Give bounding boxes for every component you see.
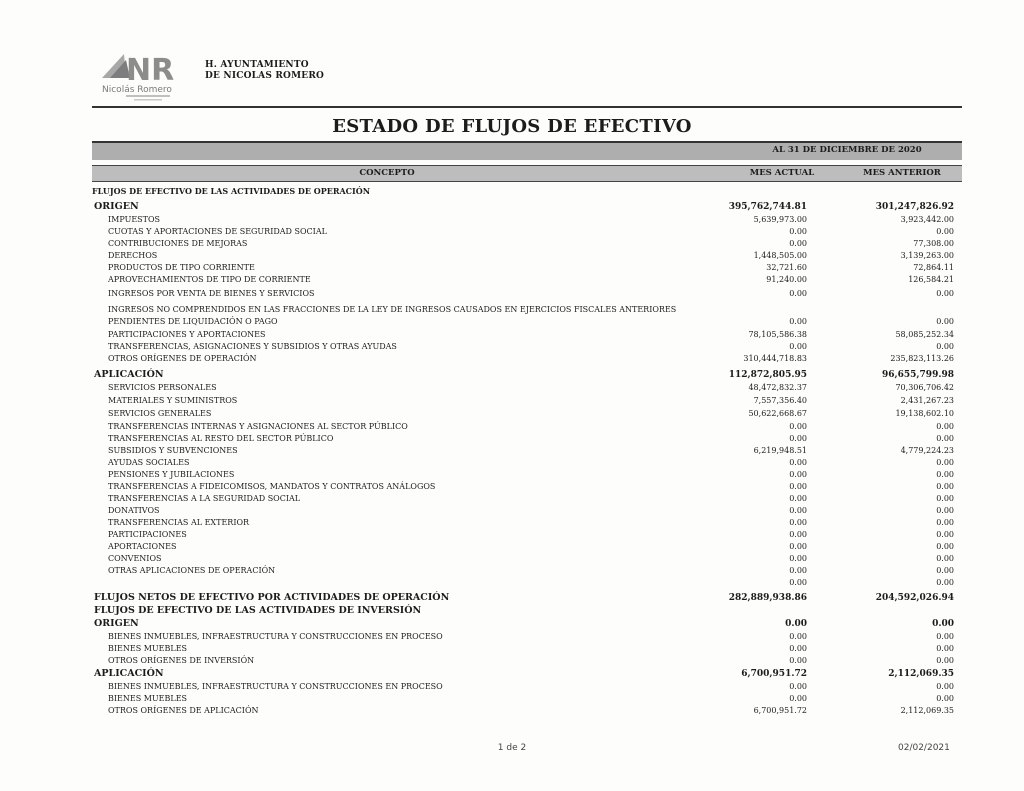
- row-mes-actual: 0.00: [789, 470, 807, 479]
- table-row: [92, 553, 962, 565]
- row-mes-actual: 0.00: [789, 506, 807, 515]
- row-label: OTROS ORÍGENES DE APLICACIÓN: [108, 706, 259, 715]
- row-mes-anterior: 204,592,026.94: [875, 593, 954, 603]
- row-label: BIENES INMUEBLES, INFRAESTRUCTURA Y CONSTRUCCIONES EN PROCESO: [108, 682, 443, 691]
- row-mes-actual: 0.00: [789, 422, 807, 431]
- row-mes-anterior: 0.00: [936, 644, 954, 653]
- header-rule: [92, 106, 962, 108]
- row-label: PENDIENTES DE LIQUIDACIÓN O PAGO: [108, 317, 278, 326]
- row-mes-anterior: 235,823,113.26: [890, 354, 954, 363]
- row-label: OTROS ORÍGENES DE OPERACIÓN: [108, 354, 257, 363]
- table-row: [92, 445, 962, 457]
- table-row: [92, 605, 962, 617]
- row-label: INGRESOS NO COMPRENDIDOS EN LAS FRACCIONES DE LA LEY DE INGRESOS CAUSADOS EN EJERCICIOS FISCALES ANTERIORES: [108, 305, 677, 314]
- row-label: BIENES MUEBLES: [108, 644, 188, 653]
- row-mes-actual: 395,762,744.81: [728, 202, 807, 212]
- row-mes-anterior: 0.00: [936, 470, 954, 479]
- table-row: [92, 693, 962, 705]
- row-mes-anterior: 3,923,442.00: [900, 215, 954, 224]
- row-label: PRODUCTOS DE TIPO CORRIENTE: [108, 263, 255, 272]
- row-label: SUBSIDIOS Y SUBVENCIONES: [108, 446, 238, 455]
- row-mes-actual: 0.00: [789, 482, 807, 491]
- row-mes-actual: 0.00: [789, 518, 807, 527]
- row-mes-actual: 0.00: [789, 644, 807, 653]
- row-label: APROVECHAMIENTOS DE TIPO DE CORRIENTE: [108, 275, 311, 284]
- table-row: [92, 655, 962, 667]
- row-mes-anterior: 0.00: [936, 682, 954, 691]
- row-mes-anterior: 0.00: [936, 434, 954, 443]
- row-mes-actual: 0.00: [789, 227, 807, 236]
- row-mes-anterior: 19,138,602.10: [895, 409, 954, 418]
- row-mes-anterior: 4,779,224.23: [900, 446, 954, 455]
- row-mes-anterior: 0.00: [936, 566, 954, 575]
- table-row: [92, 681, 962, 693]
- table-row: [92, 353, 962, 365]
- row-mes-anterior: 126,584.21: [908, 275, 954, 284]
- row-label: CONTRIBUCIONES DE MEJORAS: [108, 239, 248, 248]
- row-mes-anterior: 0.00: [936, 317, 954, 326]
- row-mes-anterior: 70,306,706.42: [895, 383, 954, 392]
- table-row: [92, 433, 962, 445]
- table-row: [92, 250, 962, 262]
- row-label: SERVICIOS PERSONALES: [108, 383, 217, 392]
- row-label: DERECHOS: [108, 251, 158, 260]
- row-mes-anterior: 0.00: [936, 578, 954, 587]
- row-mes-anterior: 0.00: [936, 342, 954, 351]
- row-mes-actual: 91,240.00: [766, 275, 807, 284]
- row-label: IMPUESTOS: [108, 215, 161, 224]
- table-row: [92, 214, 962, 226]
- row-mes-actual: 48,472,832.37: [748, 383, 807, 392]
- row-mes-anterior: 0.00: [936, 494, 954, 503]
- row-mes-actual: 0.00: [789, 694, 807, 703]
- col-mes-anterior: MES ANTERIOR: [863, 168, 941, 178]
- row-label: AYUDAS SOCIALES: [108, 458, 190, 467]
- table-row: [92, 304, 962, 316]
- table-row: [92, 238, 962, 250]
- table-row: [92, 577, 962, 589]
- table-row: [92, 592, 962, 604]
- row-mes-anterior: 2,112,069.35: [888, 669, 954, 679]
- row-label: TRANSFERENCIAS AL EXTERIOR: [108, 518, 250, 527]
- table-row: [92, 565, 962, 577]
- row-mes-actual: 0.00: [785, 619, 807, 629]
- table-row: [92, 262, 962, 274]
- table-row: [92, 631, 962, 643]
- row-label: INGRESOS POR VENTA DE BIENES Y SERVICIOS: [108, 289, 315, 298]
- row-mes-actual: 0.00: [789, 289, 807, 298]
- row-label: TRANSFERENCIAS, ASIGNACIONES Y SUBSIDIOS Y OTRAS AYUDAS: [108, 342, 397, 351]
- row-mes-actual: 6,700,951.72: [753, 706, 807, 715]
- row-label: MATERIALES Y SUMINISTROS: [108, 396, 238, 405]
- row-label: PENSIONES Y JUBILACIONES: [108, 470, 235, 479]
- table-row: [92, 382, 962, 394]
- row-mes-actual: 6,700,951.72: [741, 669, 807, 679]
- table-row: [92, 185, 962, 197]
- row-mes-actual: 0.00: [789, 458, 807, 467]
- row-mes-actual: 0.00: [789, 542, 807, 551]
- row-label: APLICACIÓN: [94, 668, 164, 679]
- table-row: [92, 517, 962, 529]
- row-label: CONVENIOS: [108, 554, 162, 563]
- row-mes-anterior: 0.00: [936, 656, 954, 665]
- row-label: DONATIVOS: [108, 506, 160, 515]
- table-row: [92, 226, 962, 238]
- row-label: FLUJOS DE EFECTIVO DE LAS ACTIVIDADES DE INVERSIÓN: [94, 605, 422, 616]
- row-mes-actual: 0.00: [789, 494, 807, 503]
- row-label: OTRAS APLICACIONES DE OPERACIÓN: [108, 566, 276, 575]
- row-label: APLICACIÓN: [94, 369, 164, 380]
- row-label: TRANSFERENCIAS A FIDEICOMISOS, MANDATOS Y CONTRATOS ANÁLOGOS: [108, 482, 436, 491]
- row-mes-anterior: 0.00: [936, 694, 954, 703]
- row-mes-actual: 6,219,948.51: [753, 446, 807, 455]
- row-label: CUOTAS Y APORTACIONES DE SEGURIDAD SOCIAL: [108, 227, 327, 236]
- org-line-1: H. AYUNTAMIENTO: [205, 60, 309, 70]
- row-mes-anterior: 2,112,069.35: [900, 706, 954, 715]
- row-mes-anterior: 0.00: [936, 554, 954, 563]
- row-mes-anterior: 96,655,799.98: [881, 370, 954, 380]
- row-mes-anterior: 0.00: [936, 422, 954, 431]
- table-row: [92, 529, 962, 541]
- row-label: TRANSFERENCIAS A LA SEGURIDAD SOCIAL: [108, 494, 301, 503]
- table-row: [92, 395, 962, 407]
- page-number: 1 de 2: [497, 743, 527, 753]
- table-row: [92, 457, 962, 469]
- row-label: FLUJOS DE EFECTIVO DE LAS ACTIVIDADES DE OPERACIÓN: [92, 186, 371, 196]
- table-row: [92, 618, 962, 630]
- row-mes-actual: 0.00: [789, 632, 807, 641]
- row-label: PARTICIPACIONES Y APORTACIONES: [108, 330, 266, 339]
- table-row: [92, 369, 962, 381]
- logo: [96, 46, 192, 102]
- table-row: [92, 341, 962, 353]
- row-mes-actual: 32,721.60: [766, 263, 807, 272]
- row-label: BIENES MUEBLES: [108, 694, 188, 703]
- row-mes-anterior: 0.00: [936, 482, 954, 491]
- table-row: [92, 329, 962, 341]
- row-label: ORIGEN: [94, 618, 139, 629]
- table-row: [92, 469, 962, 481]
- table-row: [92, 408, 962, 420]
- org-name: [205, 60, 324, 82]
- table-row: [92, 643, 962, 655]
- row-mes-actual: 0.00: [789, 554, 807, 563]
- row-mes-anterior: 2,431,267.23: [900, 396, 954, 405]
- row-mes-anterior: 0.00: [936, 458, 954, 467]
- row-mes-actual: 0.00: [789, 578, 807, 587]
- row-mes-actual: 112,872,805.95: [728, 370, 807, 380]
- period-header: [92, 141, 962, 160]
- row-mes-anterior: 0.00: [936, 542, 954, 551]
- row-mes-anterior: 301,247,826.92: [875, 202, 954, 212]
- row-mes-actual: 310,444,718.83: [743, 354, 807, 363]
- page-title: ESTADO DE FLUJOS DE EFECTIVO: [332, 116, 692, 137]
- logo-subtitle: Nicolás Romero: [102, 85, 172, 95]
- row-mes-actual: 0.00: [789, 656, 807, 665]
- period-label: AL 31 DE DICIEMBRE DE 2020: [772, 145, 922, 155]
- row-label: FLUJOS NETOS DE EFECTIVO POR ACTIVIDADES DE OPERACIÓN: [94, 592, 450, 603]
- row-label: TRANSFERENCIAS INTERNAS Y ASIGNACIONES AL SECTOR PÚBLICO: [108, 422, 408, 431]
- row-mes-anterior: 0.00: [936, 530, 954, 539]
- table-row: [92, 316, 962, 328]
- column-header: [92, 165, 962, 182]
- row-label: OTROS ORÍGENES DE INVERSIÓN: [108, 656, 255, 665]
- row-mes-anterior: 72,864.11: [913, 263, 954, 272]
- row-mes-actual: 0.00: [789, 566, 807, 575]
- table-row: [92, 668, 962, 680]
- row-mes-anterior: 0.00: [936, 227, 954, 236]
- row-mes-anterior: 0.00: [936, 632, 954, 641]
- row-mes-actual: 0.00: [789, 342, 807, 351]
- table-row: [92, 288, 962, 300]
- table-row: [92, 201, 962, 213]
- row-mes-actual: 0.00: [789, 434, 807, 443]
- row-mes-actual: 0.00: [789, 239, 807, 248]
- table-row: [92, 541, 962, 553]
- row-mes-anterior: 58,085,252.34: [895, 330, 954, 339]
- row-mes-actual: 0.00: [789, 682, 807, 691]
- row-label: SERVICIOS GENERALES: [108, 409, 212, 418]
- row-label: ORIGEN: [94, 201, 139, 212]
- table-row: [92, 481, 962, 493]
- row-mes-actual: 50,622,668.67: [748, 409, 807, 418]
- row-mes-actual: 0.00: [789, 317, 807, 326]
- table-row: [92, 274, 962, 286]
- row-mes-actual: 5,639,973.00: [753, 215, 807, 224]
- row-mes-actual: 7,557,356.40: [753, 396, 807, 405]
- row-mes-anterior: 0.00: [936, 518, 954, 527]
- row-mes-actual: 1,448,505.00: [753, 251, 807, 260]
- table-row: [92, 493, 962, 505]
- row-label: APORTACIONES: [108, 542, 177, 551]
- row-mes-actual: 78,105,586.38: [748, 330, 807, 339]
- table-row: [92, 421, 962, 433]
- row-mes-anterior: 0.00: [936, 506, 954, 515]
- table-row: [92, 705, 962, 717]
- row-mes-actual: 0.00: [789, 530, 807, 539]
- col-concepto: CONCEPTO: [359, 168, 415, 178]
- row-label: TRANSFERENCIAS AL RESTO DEL SECTOR PÚBLICO: [108, 434, 334, 443]
- table-row: [92, 505, 962, 517]
- col-mes-actual: MES ACTUAL: [749, 168, 815, 178]
- row-mes-actual: 282,889,938.86: [728, 593, 807, 603]
- print-date: 02/02/2021: [898, 743, 950, 753]
- row-mes-anterior: 3,139,263.00: [900, 251, 954, 260]
- org-line-2: DE NICOLAS ROMERO: [205, 71, 325, 81]
- row-label: BIENES INMUEBLES, INFRAESTRUCTURA Y CONSTRUCCIONES EN PROCESO: [108, 632, 443, 641]
- row-mes-anterior: 0.00: [936, 289, 954, 298]
- row-mes-anterior: 0.00: [932, 619, 954, 629]
- row-mes-anterior: 77,308.00: [913, 239, 954, 248]
- row-label: PARTICIPACIONES: [108, 530, 187, 539]
- logo-letters: NR: [126, 53, 175, 88]
